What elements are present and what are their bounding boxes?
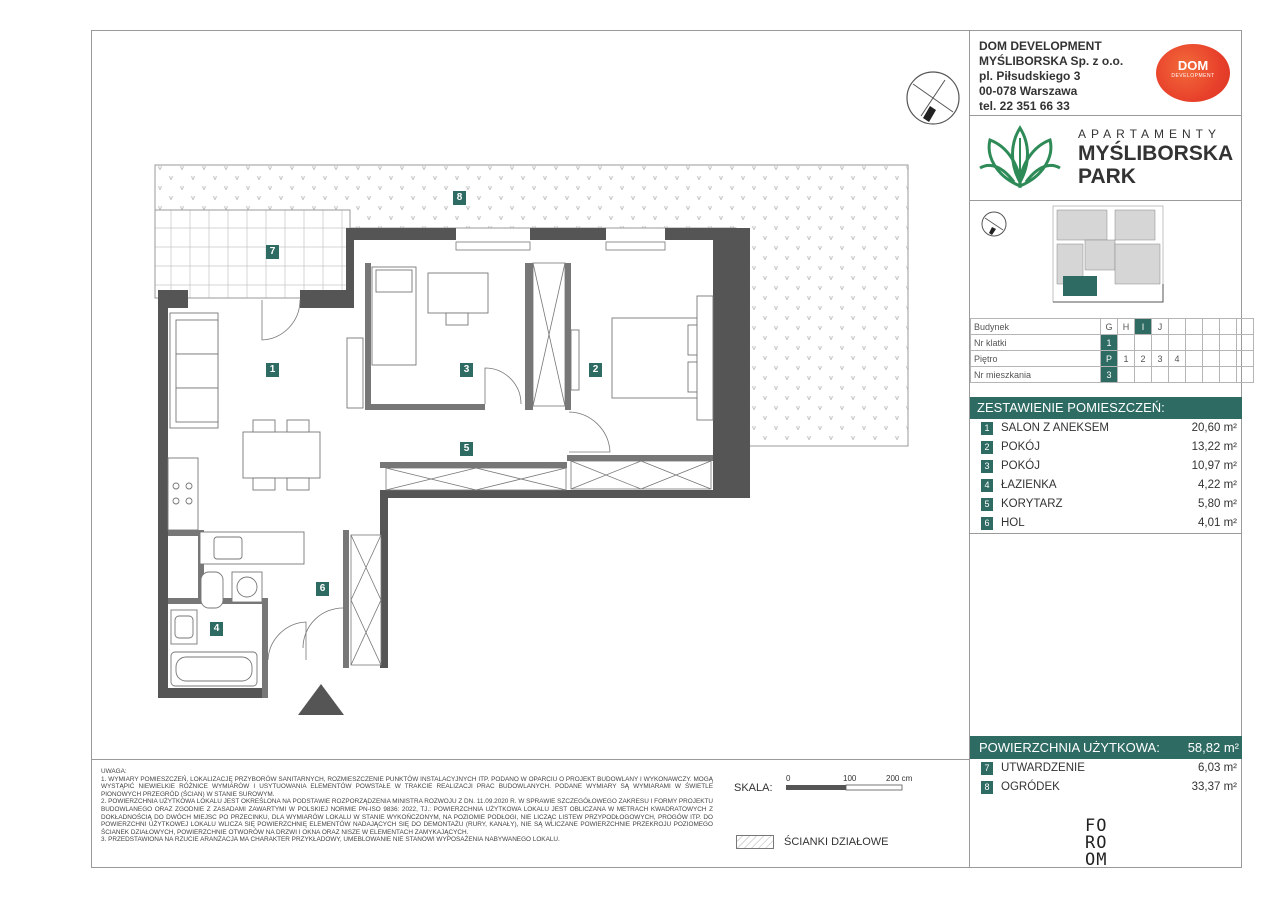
info-row <box>971 319 1254 335</box>
room-num: 5 <box>981 498 993 511</box>
info-cell <box>1237 367 1254 383</box>
room-name: POKÓJ <box>1001 460 1040 472</box>
room-area: 33,37 m² <box>1191 781 1237 793</box>
usable-area-bar <box>970 736 1242 759</box>
info-cell <box>1237 335 1254 351</box>
info-cell <box>1169 367 1186 383</box>
info-row <box>971 335 1254 351</box>
info-cell: P <box>1101 351 1118 367</box>
scale-tick-0: 0 <box>786 774 791 783</box>
room-area: 4,01 m² <box>1198 517 1237 529</box>
info-cell <box>1152 335 1169 351</box>
room-name: POKÓJ <box>1001 441 1040 453</box>
info-cell <box>1186 367 1203 383</box>
info-cell <box>1237 351 1254 367</box>
info-row-label: Nr klatki <box>971 335 1101 351</box>
info-cell <box>1220 335 1237 351</box>
company-phone: tel. 22 351 66 33 <box>979 99 1070 113</box>
info-cell <box>1118 367 1135 383</box>
room-name: HOL <box>1001 517 1025 529</box>
plan-label-1: 1 <box>266 363 279 377</box>
info-cell <box>1203 351 1220 367</box>
foroom-logo <box>1085 818 1107 869</box>
info-cell <box>1203 335 1220 351</box>
scale-bar <box>786 784 906 792</box>
info-cell: 1 <box>1101 335 1118 351</box>
partition-legend-swatch <box>736 835 774 849</box>
room-row <box>977 497 1239 514</box>
room-name: SALON Z ANEKSEM <box>1001 422 1110 434</box>
room-row <box>977 440 1239 457</box>
note-3: 3. PRZEDSTAWIONA NA RZUCIE ARANŻACJA MA CHARAKTER PRZYKŁADOWY, UMEBLOWANIE NIE STANOWI WYPOSAŻENIA NABYWANEGO LOKALU. <box>101 836 560 844</box>
entrance-marker <box>298 684 344 715</box>
brand-title-line2: PARK <box>1078 165 1136 188</box>
company-entity: MYŚLIBORSKA Sp. z o.o. <box>979 54 1124 68</box>
foroom-line1: FO <box>1085 816 1108 836</box>
usable-area-label: POWIERZCHNIA UŻYTKOWA: <box>979 740 1160 755</box>
usable-area-value: 58,82 m² <box>1187 740 1239 755</box>
info-cell <box>1169 319 1186 335</box>
company-address1: pl. Piłsudskiego 3 <box>979 69 1081 83</box>
brand-title <box>1078 142 1233 188</box>
room-name: UTWARDZENIE <box>1001 762 1085 774</box>
brand-subtitle: APARTAMENTY <box>1078 127 1222 141</box>
plan-label-8: 8 <box>453 191 466 205</box>
info-row <box>971 351 1254 367</box>
scale-tick-100: 100 <box>843 774 857 783</box>
room-num: 3 <box>981 460 993 473</box>
room-area: 13,22 m² <box>1191 441 1237 453</box>
plan-label-2: 2 <box>589 363 602 377</box>
logo-text: DOM <box>1177 58 1209 73</box>
info-cell <box>1135 335 1152 351</box>
floor-plan <box>91 30 969 759</box>
info-cell <box>1220 367 1237 383</box>
room-num: 6 <box>981 517 993 530</box>
site-plan-thumbnail <box>975 204 1241 308</box>
info-cell: G <box>1101 319 1118 335</box>
room-area: 4,22 m² <box>1198 479 1237 491</box>
panel-separator <box>970 115 1242 116</box>
room-area: 20,60 m² <box>1191 422 1237 434</box>
info-cell <box>1186 335 1203 351</box>
info-cell: 3 <box>1101 367 1118 383</box>
plan-label-4: 4 <box>210 622 223 636</box>
info-cell: I <box>1135 319 1152 335</box>
info-cell: H <box>1118 319 1135 335</box>
info-cell <box>1220 351 1237 367</box>
room-row <box>977 478 1239 495</box>
info-cell: 4 <box>1169 351 1186 367</box>
info-cell: 1 <box>1118 351 1135 367</box>
info-cell <box>1186 319 1203 335</box>
scale-label: SKALA: <box>734 782 773 794</box>
room-name: KORYTARZ <box>1001 498 1063 510</box>
room-row <box>977 459 1239 476</box>
room-row <box>977 761 1239 778</box>
brand-title-line1: MYŚLIBORSKA <box>1078 142 1234 165</box>
foroom-line3: OM <box>1085 850 1108 870</box>
info-cell <box>1186 351 1203 367</box>
info-cell <box>1169 335 1186 351</box>
logo-subtext: DEVELOPMENT <box>1171 73 1215 79</box>
room-area: 5,80 m² <box>1198 498 1237 510</box>
apartment-info-table <box>970 318 1254 383</box>
info-row-label: Nr mieszkania <box>971 367 1101 383</box>
info-cell: J <box>1152 319 1169 335</box>
room-area: 6,03 m² <box>1198 762 1237 774</box>
panel-separator <box>970 533 1242 534</box>
info-cell <box>1203 367 1220 383</box>
windows <box>456 242 665 250</box>
info-cell <box>1152 367 1169 383</box>
info-row-label: Budynek <box>971 319 1101 335</box>
note-1: 1. WYMIARY POMIESZCZEŃ, LOKALIZACJĘ PRZYBORÓW SANITARNYCH, ROZMIESZCZENIE PUNKTÓW INSTALACYJNYCH ITP. PODANO W OPARCIU O PROJEKT BUDOWLANY I WYKONAWCZY. MOGĄ WYSTĄPIĆ NIEWIELKIE RÓŻNICE WYMIARÓW I USYTUOWANIA ELEMENTÓW POWSTAŁE W TRAKCIE REALIZACJI PRAC BUDOWLANYCH. PODANE WYMIARY SĄ WYMIARAMI W ŚWIETLE PIONOWYCH PRZEGRÓD (ŚCIAN) W STANIE SUROWYM. <box>101 775 713 798</box>
room-row <box>977 516 1239 533</box>
info-cell <box>1220 319 1237 335</box>
company-address2: 00-078 Warszawa <box>979 84 1078 98</box>
panel-separator <box>970 200 1242 201</box>
notes-title: UWAGA: <box>101 768 127 775</box>
info-cell <box>1237 319 1254 335</box>
notes <box>101 768 713 844</box>
info-cell <box>1203 319 1220 335</box>
room-row <box>977 421 1239 438</box>
scale-tick-200: 200 cm <box>886 774 913 783</box>
company-name: DOM DEVELOPMENT <box>979 39 1102 53</box>
plan-label-6: 6 <box>316 582 329 596</box>
room-num: 1 <box>981 422 993 435</box>
terrace-area <box>155 210 350 298</box>
info-row <box>971 367 1254 383</box>
room-name: ŁAZIENKA <box>1001 479 1057 491</box>
info-cell: 2 <box>1135 351 1152 367</box>
note-2: 2. POWIERZCHNIA UŻYTKOWA LOKALU JEST OKREŚLONA NA PODSTAWIE ROZPORZĄDZENIA MINISTRA ROZWOJU Z DN. 11.09.2020 R. W SPRAWIE SZCZEGÓŁOWEGO ZAKRESU I FORMY PROJEKTU BUDOWLANEGO ORAZ ZGODNIE Z ZASADAMI ZAWARTYMI W POLSKIEJ NORMIE PN-ISO 9836: 2022, TJ.: POWIERZCHNIA UŻYTKOWA LOKALU JEST OBLICZANA W METRACH KWADRATOWYCH Z DOKŁADNOŚCIĄ DO DWÓCH MIEJSC PO PRZECINKU, DLA WYMIARÓW LOKALU W STANIE WYKOŃCZONYM, NA POZIOMIE PODŁOGI, NIE LICZĄC LISTEW PRZYPODŁOGOWYCH, PROGÓW ITP. DO POWIERZCHNI UŻYTKOWEJ LOKALU WLICZA SIĘ POWIERZCHNIĘ ELEMENTÓW NADAJĄCYCH SIĘ DO DEMONTAŻU (RURY, KANAŁY), NIE SĄ WLICZANE POWIERZCHNIE PRZEKROJU POZIOMEGO ŚCIANEK DZIAŁOWYCH, POWIERZCHNIE OTWORÓW NA DRZWI I OKNA ORAZ NISZE W ELEMENTACH ZAMYKAJĄCYCH. <box>101 798 713 836</box>
leaf-logo-icon <box>976 124 1064 192</box>
sheet-divider-horizontal <box>91 759 969 760</box>
plan-label-7: 7 <box>266 245 279 259</box>
partition-legend-label: ŚCIANKI DZIAŁOWE <box>784 836 889 848</box>
room-num: 4 <box>981 479 993 492</box>
room-num: 8 <box>981 781 993 794</box>
north-arrow-icon <box>907 72 959 124</box>
plan-label-5: 5 <box>460 442 473 456</box>
info-cell <box>1135 367 1152 383</box>
room-num: 2 <box>981 441 993 454</box>
room-row <box>977 780 1239 797</box>
plan-label-3: 3 <box>460 363 473 377</box>
info-cell <box>1118 335 1135 351</box>
info-row-label: Piętro <box>971 351 1101 367</box>
company-contact <box>979 39 1123 114</box>
room-area: 10,97 m² <box>1191 460 1237 472</box>
room-num: 7 <box>981 762 993 775</box>
room-name: OGRÓDEK <box>1001 781 1060 793</box>
info-cell: 3 <box>1152 351 1169 367</box>
foroom-line2: RO <box>1085 833 1108 853</box>
rooms-heading: ZESTAWIENIE POMIESZCZEŃ: <box>970 397 1242 419</box>
